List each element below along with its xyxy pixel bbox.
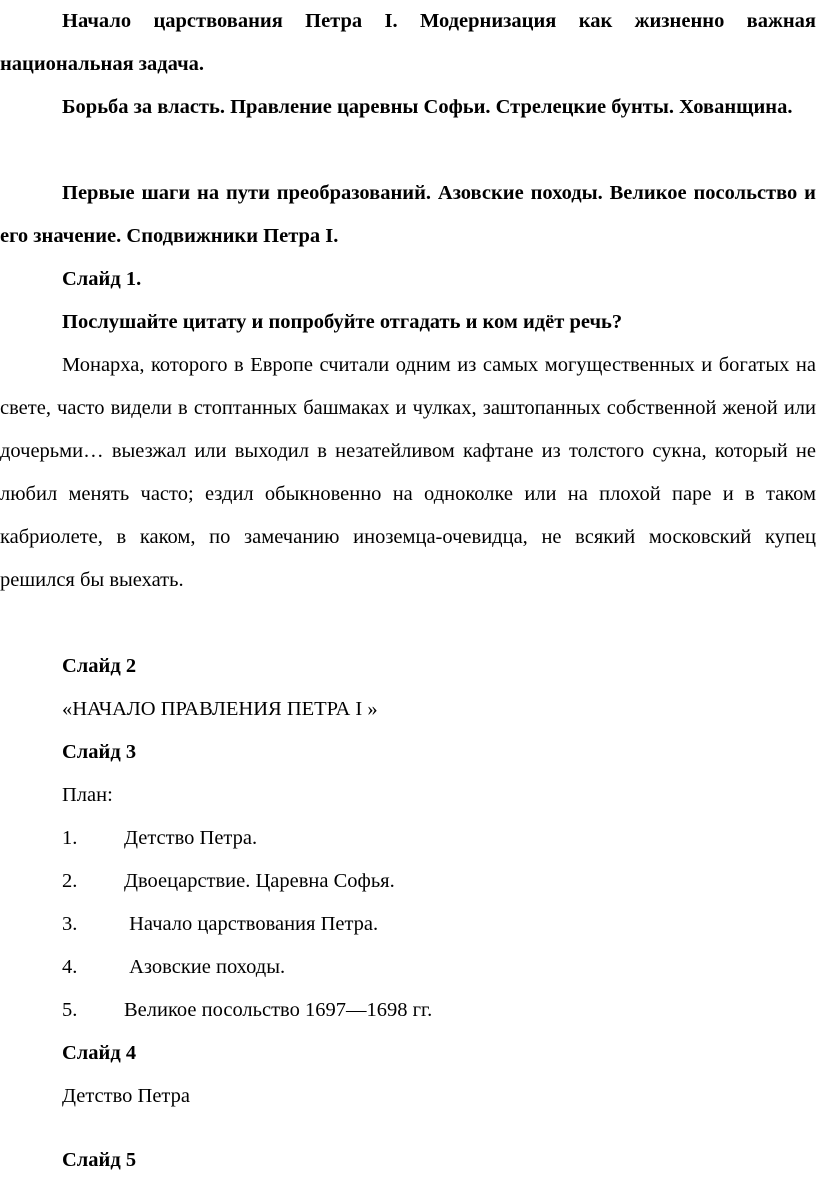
plan-item-number: 1. bbox=[62, 827, 78, 849]
plan-item bbox=[62, 946, 285, 989]
slide-5-heading: Слайд 5 bbox=[62, 1149, 137, 1171]
plan-item-number: 4. bbox=[62, 956, 78, 978]
plan-item bbox=[62, 860, 395, 903]
plan-item-text: Двоецарствие. Царевна Софья. bbox=[124, 870, 395, 892]
paragraph-power-struggle: Борьба за власть. Правление царевны Софьи. Стрелецкие бунты. Хованщина. bbox=[62, 96, 793, 118]
slide-1-heading: Слайд 1. bbox=[62, 268, 142, 290]
plan-label: План: bbox=[62, 784, 113, 806]
plan-item-text: Азовские походы. bbox=[124, 956, 286, 978]
plan-item bbox=[62, 903, 378, 946]
quote-paragraph: Монарха, которого в Европе считали одним из самых могущественных и богатых на свете, часто видели в стоптанных башмаках и чулках, заштопанных собственной женой или дочерьми… выезжал или выходил в незатейливом кафтане из толстого сукна, который не любил менять часто; ездил обыкновенно на одноколке или на плохой паре и в таком кабриолете, в каком, по замечанию иноземца-очевидца, не всякий московский купец решился бы выехать. bbox=[0, 354, 816, 591]
plan-item bbox=[62, 989, 432, 1032]
plan-item-text: Начало царствования Петра. bbox=[124, 913, 379, 935]
plan-item-number: 2. bbox=[62, 870, 78, 892]
plan-item-text: Детство Петра. bbox=[124, 827, 258, 849]
slide-3-heading: Слайд 3 bbox=[62, 741, 137, 763]
slide-2-heading: Слайд 2 bbox=[62, 655, 137, 677]
plan-item-number: 5. bbox=[62, 999, 78, 1021]
slide-4-heading: Слайд 4 bbox=[62, 1042, 137, 1064]
slide-4-title: Детство Петра bbox=[62, 1085, 190, 1107]
paragraph-reign-start: Начало царствования Петра I. Модернизация как жизненно важная национальная задача. bbox=[0, 10, 816, 75]
plan-item-number: 3. bbox=[62, 913, 78, 935]
paragraph-first-steps: Первые шаги на пути преобразований. Азовские походы. Великое посольство и его значение. Сподвижники Петра I. bbox=[0, 182, 816, 247]
question-heading: Послушайте цитату и попробуйте отгадать и ком идёт речь? bbox=[62, 311, 623, 333]
slide-2-title: «НАЧАЛО ПРАВЛЕНИЯ ПЕТРА I » bbox=[62, 698, 378, 720]
plan-item bbox=[62, 817, 257, 860]
plan-item-text: Великое посольство 1697—1698 гг. bbox=[124, 999, 433, 1021]
